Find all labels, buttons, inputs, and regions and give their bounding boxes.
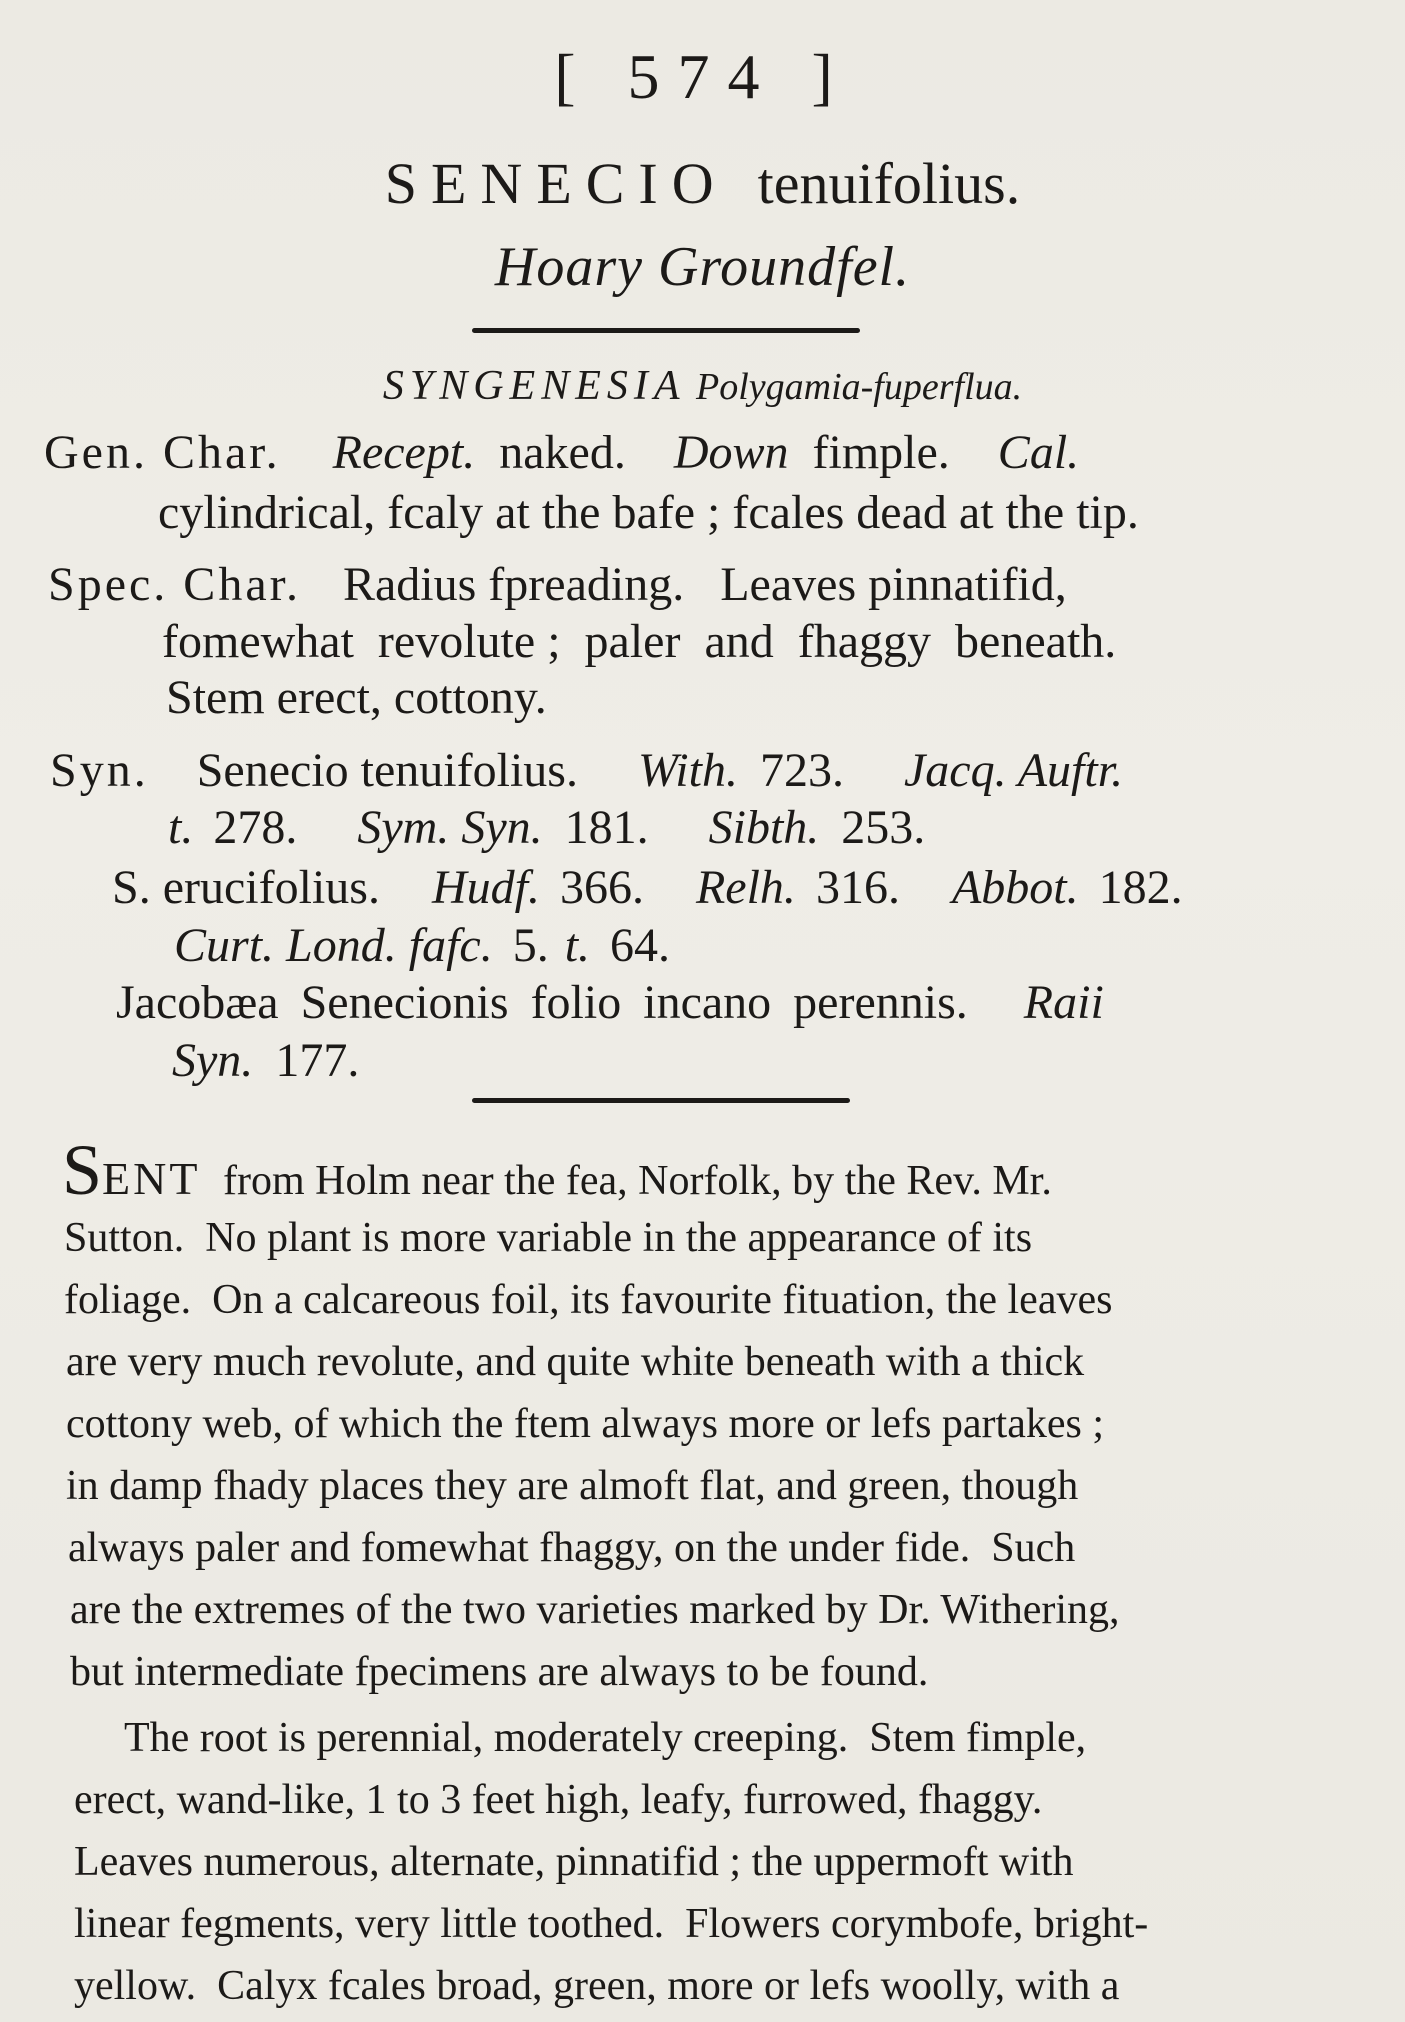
body-line: Sutton. No plant is more variable in the appearance of its (64, 1215, 1033, 1261)
body-line: erect, wand-like, 1 to 3 feet high, leafy, furrowed, fhaggy. (74, 1777, 1043, 1823)
body-line: The root is perennial, moderately creeping. Stem fimple, (124, 1715, 1087, 1761)
species-name: tenuifolius. (757, 151, 1021, 216)
gen-char-line-1: Gen. Char. Recept. naked. Down fimple. Cal. (44, 426, 1080, 479)
divider-rule (472, 328, 860, 333)
syn-label: Syn. (50, 744, 149, 797)
spec-char-line-3: Stem erect, cottony. (166, 671, 547, 724)
genus-name: SENECIO (384, 151, 728, 216)
body-line: SENT from Holm near the fea, Norfolk, by the Rev. Mr. (62, 1130, 1052, 1210)
syn-line-1: Syn. Senecio tenuifolius. With. 723. Jacq. Auftr. (50, 744, 1124, 797)
spec-char-label: Spec. Char. (48, 558, 301, 611)
body-line: foliage. On a calcareous foil, its favourite fituation, the leaves (64, 1277, 1113, 1323)
species-title (0, 150, 1405, 217)
divider-rule (472, 1098, 850, 1103)
syn-line-6: Syn. 177. (172, 1034, 360, 1087)
body-line: always paler and fomewhat fhaggy, on the under fide. Such (68, 1525, 1076, 1571)
body-line: cottony web, of which the ftem always more or lefs partakes ; (66, 1401, 1105, 1447)
common-name: Hoary Groundfel. (494, 236, 911, 298)
body-line: linear fegments, very little toothed. Flowers corymbofe, bright- (74, 1901, 1149, 1947)
body-line: but intermediate fpecimens are always to be found. (70, 1649, 929, 1695)
spec-char-line-2: fomewhat revolute ; paler and fhaggy beneath. (162, 615, 1117, 668)
body-line: are the extremes of the two varieties marked by Dr. Withering, (70, 1587, 1120, 1633)
body-line: are very much revolute, and quite white beneath with a thick (66, 1339, 1085, 1385)
gen-char-label: Gen. Char. (44, 426, 281, 479)
gen-char-line-2: cylindrical, fcaly at the bafe ; fcales dead at the tip. (158, 486, 1139, 539)
classification (0, 362, 1405, 410)
syn-line-4: Curt. Lond. fafc. 5. t. 64. (174, 919, 671, 972)
page-number: [ 574 ] (554, 41, 851, 112)
syn-line-5: Jacobæa Senecionis folio incano perennis. Raii (116, 976, 1104, 1029)
drop-cap: S (62, 1130, 103, 1210)
syn-line-2: t. 278. Sym. Syn. 181. Sibth. 253. (168, 801, 926, 854)
syn-line-3: S. erucifolius. Hudf. 366. Relh. 316. Abbot. 182. (112, 861, 1183, 914)
class-name: SYNGENESIA (382, 363, 686, 409)
order-name: Polygamia-fuperflua. (696, 366, 1023, 408)
body-line: in damp fhady places they are almoft flat, and green, though (66, 1463, 1079, 1509)
body-line: Leaves numerous, alternate, pinnatifid ; the uppermoft with (74, 1839, 1074, 1885)
spec-char-line-1: Spec. Char. Radius fpreading. Leaves pinnatifid, (48, 558, 1067, 611)
body-line: yellow. Calyx fcales broad, green, more or lefs woolly, with a (74, 1963, 1120, 2009)
